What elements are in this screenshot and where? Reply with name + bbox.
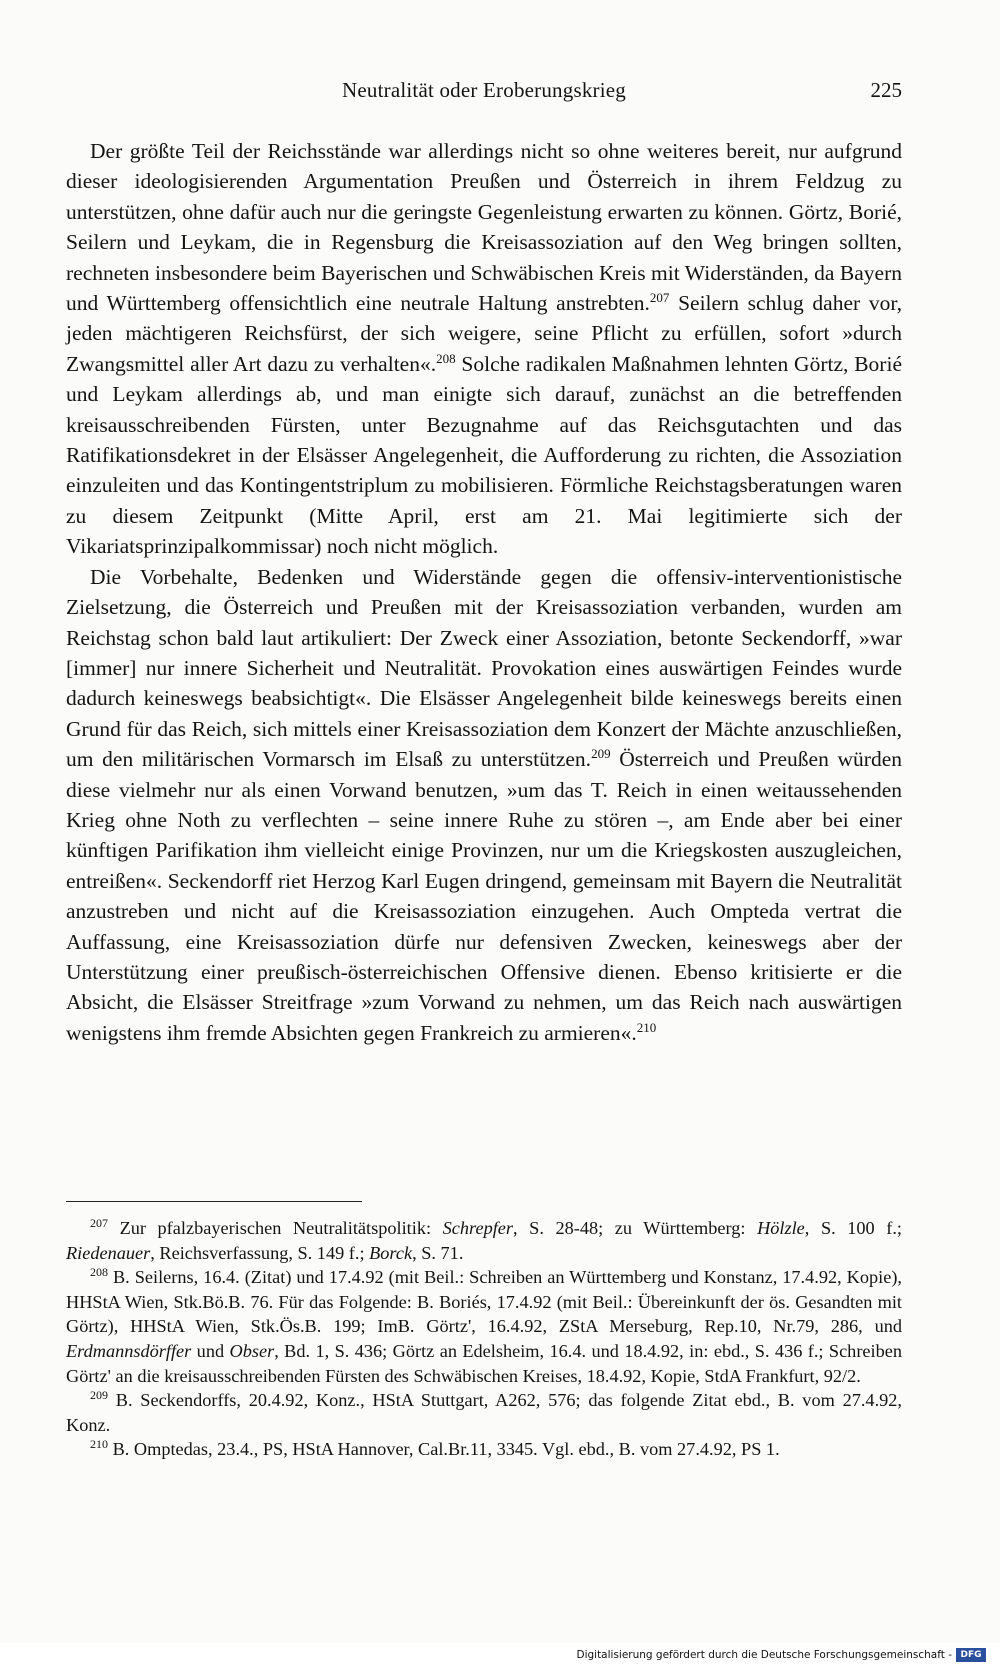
footnote-text: B. Seilerns, 16.4. (Zitat) und 17.4.92 (mit Beil.: Schreiben an Württemberg und Konstanz, 17.4.92, Kopie), HHStA Wien, Stk.Bö.B. 76. Für das Folgende: B. Boriés, 17.4.92 (mit Beil.: Übereinkunft der ös. Gesandten mit Görtz), HHStA Wien, Stk.Ös.B. 199; ImB. Görtz', 16.4.92, ZStA Merseburg, Rep.10, Nr.79, 286, und (66, 1267, 902, 1337)
paragraph-1 (66, 136, 902, 562)
footnotes (66, 1216, 902, 1462)
footnote-text: und (191, 1340, 230, 1361)
footnote-text: , S. 100 f.; (804, 1218, 902, 1238)
footnote-number: 208 (90, 1265, 108, 1280)
text-run: Seilern schlug daher vor, jeden mächtigeren Reichsfürst, der sich weigere, seine Pflicht zu erfüllen, sofort »durch Zwangsmittel aller Art dazu zu verhalten«. (66, 291, 902, 376)
footnote-text: B. Seckendorffs, 20.4.92, Konz., HStA Stuttgart, A262, 576; das folgende Zitat ebd., B. vom 27.4.92, Konz. (66, 1390, 902, 1435)
footnote-text: , S. 71. (412, 1242, 464, 1263)
footnote-209 (66, 1388, 902, 1437)
footnote-ref-210: 210 (636, 1019, 657, 1035)
running-head (66, 78, 902, 108)
page-number: 225 (870, 78, 902, 102)
footnote-number: 207 (90, 1216, 108, 1230)
text-run: Österreich und Preußen würden diese vielmehr nur als einen Vorwand benutzen, »um das T. Reich in einen weitaussehenden Krieg ohne Noth zu verflechten – seine innere Ruhe zu stören –, am Ende aber bei einer künftigen Parifikation ihm vielleicht einige Provinzen, nur um die Kriegskosten auszugleichen, entreißen«. Seckendorff riet Herzog Karl Eugen dringend, gemeinsam mit Bayern die Neutralität anzustreben und nicht auf die Kreisassoziation einzugehen. Auch Ompteda vertrat die Auffassung, eine Kreisassoziation dürfe nur defensiven Zwecken, keineswegs aber der Unterstützung einer preußisch-österreichischen Offensive dienen. Ebenso kritisierte er die Absicht, die Elsässer Streitfrage »zum Vorwand zu nehmen, um das Reich nach auswärtigen wenigstens ihm fremde Absichten gegen Frankreich zu armieren«. (66, 747, 902, 1045)
footnote-number: 210 (90, 1437, 108, 1452)
footnote-207 (66, 1216, 902, 1265)
footnote-text: , Bd. 1, S. 436; Görtz an Edelsheim, 16.4. und 18.4.92, in: ebd., S. 436 f.; Schreiben Görtz' an die kreisausschreibenden Fürsten des Schwäbischen Kreises, 18.4.92, Kopie, StdA Frankfurt, 92/2. (66, 1340, 903, 1386)
footnote-210 (66, 1437, 902, 1462)
footnote-ref-207: 207 (649, 290, 670, 306)
paragraph-2 (66, 562, 902, 1049)
author-name: Erdmannsdörffer (66, 1340, 192, 1361)
text-run: Die Vorbehalte, Bedenken und Widerstände gegen die offensiv-interventionistische Zielsetzung, die Österreich und Preußen mit der Kreisassoziation verbanden, wurden am Reichstag schon bald laut artikuliert: Der Zweck einer Assoziation, betonte Seckendorff, »war [immer] nur innere Sicherheit und Neutralität. Provokation eines auswärtigen Feindes wurde dadurch keineswegs beabsichtigt«. Die Elsässer Angelegenheit bilde keineswegs bereits einen Grund für das Reich, sich mittels einer Kreisassoziation dem Konzert der Mächte anzuschließen, um den militärischen Vormarsch im Elsaß zu unterstützen. (66, 564, 902, 772)
author-name: Hölzle (757, 1218, 805, 1238)
footnote-text: Zur pfalzbayerischen Neutralitätspolitik: (108, 1218, 443, 1238)
footnote-ref-208: 208 (436, 350, 456, 366)
footnote-text: , Reichsverfassung, S. 149 f.; (150, 1242, 370, 1263)
author-name: Borck (369, 1242, 413, 1263)
running-title: Neutralität oder Eroberungskrieg (342, 78, 626, 102)
funding-credit: Digitalisierung gefördert durch die Deutsche Forschungsgemeinschaft - (576, 1649, 952, 1661)
dfg-logo: DFG (956, 1648, 986, 1662)
footnote-text: , S. 28-48; zu Württemberg: (513, 1218, 758, 1238)
author-name: Schrepfer (442, 1218, 514, 1238)
footnote-ref-209: 209 (591, 746, 611, 762)
footnote-text: B. Omptedas, 23.4., PS, HStA Hannover, Cal.Br.11, 3345. Vgl. ebd., B. vom 27.4.92, PS 1. (108, 1439, 780, 1460)
text-run: Der größte Teil der Reichsstände war allerdings nicht so ohne weiteres bereit, nur aufgrund dieser ideologisierenden Argumentation Preußen und Österreich in ihrem Feldzug zu unterstützen, ohne dafür auch nur die geringste Gegenleistung erwarten zu können. Görtz, Borié, Seilern und Leykam, die in Regensburg die Kreisassoziation auf den Weg bringen sollten, rechneten insbesondere beim Bayerischen und Schwäbischen Kreis mit Widerständen, da Bayern und Württemberg offensichtlich eine neutrale Haltung anstrebten. (66, 139, 902, 316)
author-name: Obser (229, 1340, 275, 1361)
footnote-divider (66, 1201, 362, 1202)
body-text (66, 136, 902, 1048)
footnote-number: 209 (90, 1388, 108, 1403)
text-run: Solche radikalen Maßnahmen lehnten Görtz, Borié und Leykam allerdings ab, und man einigte sich darauf, zunächst an die betreffenden kreisausschreibenden Fürsten, unter Bezugnahme auf das Reichsgutachten und das Ratifikationsdekret in der Elsässer Angelegenheit, die Aufforderung zu richten, die Assoziation einzuleiten und das Kontingentstriplum zu mobilisieren. Förmliche Reichstagsberatungen waren zu diesem Zeitpunkt (Mitte April, erst am 21. Mai legitimierte sich der Vikariatsprinzipalkommissar) noch nicht möglich. (66, 351, 902, 559)
author-name: Riedenauer (66, 1242, 151, 1263)
footnote-208 (66, 1265, 902, 1388)
credit-bar (0, 1643, 1000, 1665)
